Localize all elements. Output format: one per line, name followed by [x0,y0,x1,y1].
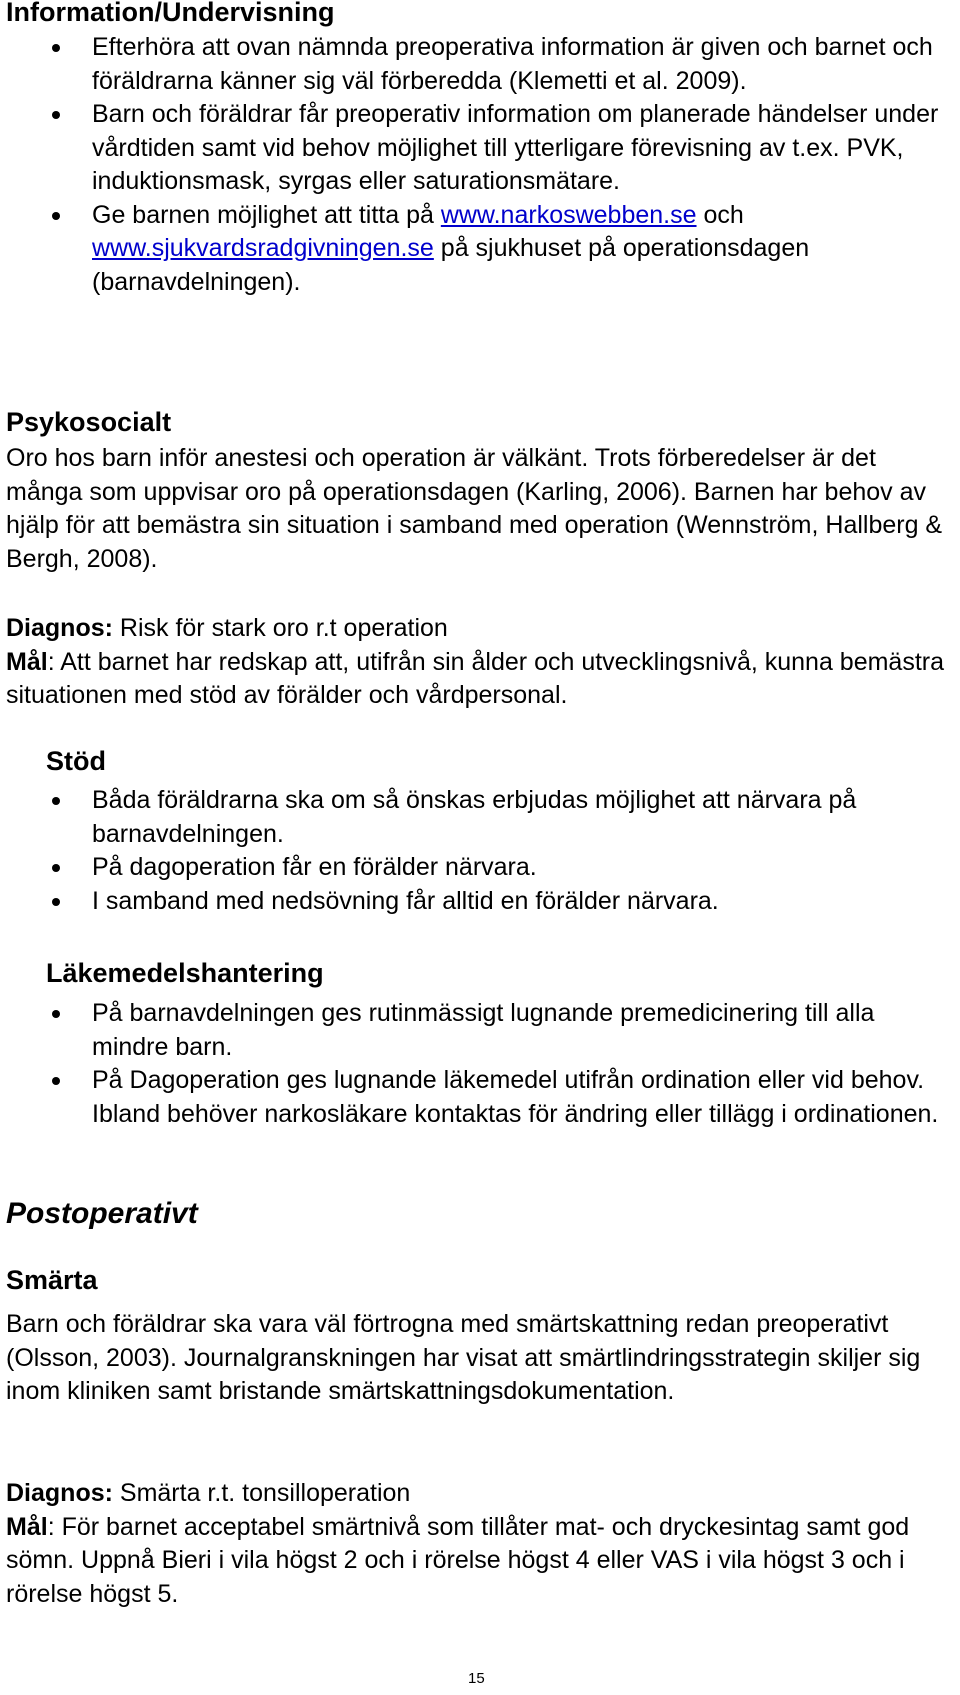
bullet-icon [52,111,60,119]
list-item [6,784,956,851]
list-item-text: Barn och föräldrar får preoperativ information om planerade händelser under vårdtiden samt vid behov möjlighet till ytterligare förevisning av t.ex. PVK, induktionsmask, syrgas eller saturationsmätare. [92,100,939,195]
section-heading-postoperativt: Postoperativt [6,1197,198,1230]
section-heading-information: Information/Undervisning [6,0,335,27]
diagnosis-text: Smärta r.t. tonsilloperation [112,1479,411,1507]
diagnosis-label: Diagnos: [6,1479,113,1507]
list-item [6,851,956,885]
bullet-icon [52,1010,60,1018]
diagnosis-label: Diagnos: [6,614,113,642]
list-item-text: Båda föräldrarna ska om så önskas erbjudas möjlighet att närvara på barnavdelningen. [92,786,857,848]
smarta-paragraph: Barn och föräldrar ska vara väl förtrogna med smärtskattning redan preoperativt (Olsson, 2003). Journalgranskningen har visat att smärtlindringsstrategin skiljer sig inom kliniken samt bristande smärtskattningsdokumentation. [6,1310,921,1405]
list-item [6,997,956,1064]
goal-label: Mål [6,647,48,676]
diagnosis-2 [6,1477,956,1611]
section-heading-lakemedel: Läkemedelshantering [46,958,324,988]
link-narkoswebben[interactable]: www.narkoswebben.se [440,200,697,229]
bullet-icon [52,1077,60,1085]
list-item-text: På Dagoperation ges lugnande läkemedel utifrån ordination eller vid behov. Ibland behöver narkosläkare kontaktas för ändring eller tillägg i ordinationen. [92,1066,939,1128]
bullet-icon [52,864,60,872]
list-item-text: På barnavdelningen ges rutinmässigt lugnande premedicinering till alla mindre barn. [92,999,875,1061]
list-item-text-after: på sjukhuset på operationsdagen (barnavdelningen). [92,234,810,296]
section-heading-smarta: Smärta [6,1265,98,1295]
list-item [6,98,956,199]
goal-text: : För barnet acceptabel smärtnivå som tillåter mat- och dryckesintag samt god sömn. Uppnå Bieri i vila högst 2 och i rörelse högst 4 eller VAS i vila högst 3 och i rörelse högst 5. [6,1512,910,1608]
link-sjukvardsradgivningen[interactable]: www.sjukvardsradgivningen.se [92,234,434,262]
goal-text: : Att barnet har redskap att, utifrån sin ålder och utvecklingsnivå, kunna bemästra situationen med stöd av förälder och vårdpersonal. [6,647,945,709]
bullet-icon [52,44,60,52]
diagnosis-1 [6,612,956,713]
list-item-text: I samband med nedsövning får alltid en förälder närvara. [92,886,719,915]
list-item [6,31,956,98]
list-item-text: På dagoperation får en förälder närvara. [92,853,537,881]
stod-list [6,784,956,918]
list-item [6,199,956,300]
information-list [6,31,956,299]
list-item-text-middle: och [696,200,744,229]
page-number: 15 [468,1670,485,1687]
list-item-text-before: Ge barnen möjlighet att titta på [92,200,441,229]
bullet-icon [52,797,60,805]
bullet-icon [52,212,60,220]
psykosocialt-paragraph: Oro hos barn inför anestesi och operation är välkänt. Trots förberedelser är det många som uppvisar oro på operationsdagen (Karling, 2006). Barnen har behov av hjälp för att bemästra sin situation i samband med operation (Wennström, Hallberg & Bergh, 2008). [6,444,943,573]
list-item [6,885,956,919]
bullet-icon [52,898,60,906]
section-heading-stod: Stöd [46,746,106,776]
lakemedel-list [6,997,956,1131]
list-item-text: Efterhöra att ovan nämnda preoperativa information är given och barnet och föräldrarna känner sig väl förberedda (Klemetti et al. 2009). [92,33,933,95]
diagnosis-text: Risk för stark oro r.t operation [112,614,448,642]
list-item [6,1064,956,1131]
section-heading-psykosocialt: Psykosocialt [6,407,172,437]
goal-label: Mål [6,1512,48,1541]
